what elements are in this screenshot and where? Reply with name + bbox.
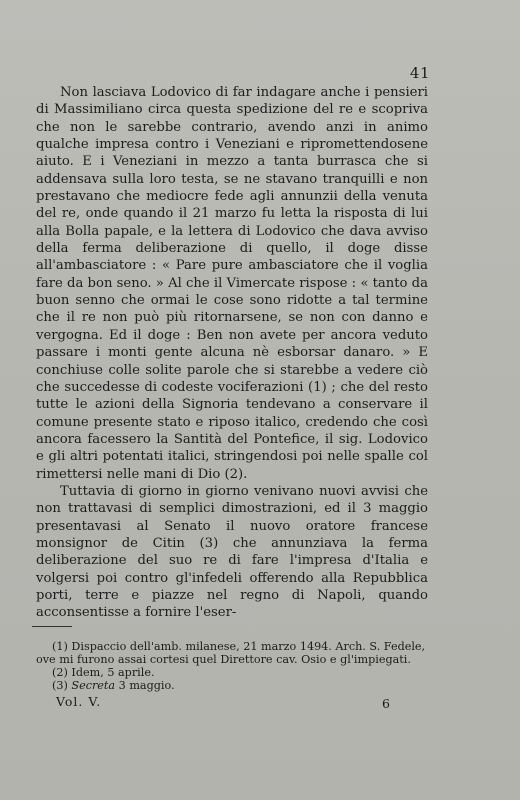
volume-label: Vol. V. xyxy=(56,694,102,709)
printer-signature xyxy=(56,694,390,709)
footnote-2: (2) Idem, 5 aprile. xyxy=(52,666,155,679)
footnote-1-line-2: ove mi furono assai cortesi quel Direttore cav. Osio e gl'impiegati. xyxy=(36,653,411,666)
footnote-3-source: Secreta xyxy=(71,679,116,692)
paragraph-2: Tuttavia di giorno in giorno venivano nuovi avvisi che non trattavasi di semplici dimostrazioni, ed il 3 maggio presentavasi al Senato il nuovo oratore francese monsignor de Citin (3) che annunziava la ferma deliberazione del suo re di fare l'impresa d'Italia e volgersi poi contro gl'infedeli offerendo alla Repubblica porti, terre e piazze nel regno di Napoli, quando acconsentisse a fornire l'eser- xyxy=(36,483,428,621)
page-number: 41 xyxy=(409,64,430,82)
footnote-separator xyxy=(32,626,72,627)
paragraph-1: Non lasciava Lodovico di far indagare anche i pensieri di Massimiliano circa questa spedizione del re e scopriva che non le sarebbe contrario, avendo anzi in animo qualche impresa contro i Veneziani e ripromettendosene aiuto. E i Veneziani in mezzo a tanta burrasca che si addensava sulla loro testa, se ne stavano tranquilli e non prestavano che mediocre fede agli annunzii della venuta del re, onde quando il 21 marzo fu letta la risposta di lui alla Bolla papale, e la lettera di Lodovico che dava avviso della ferma deliberazione di quello, il doge disse all'ambasciatore : « Pare pure ambasciatore che il voglia fare da bon seno. » Al che il Vimercate rispose : « tanto da buon senno che ormai le cose sono ridotte a tal termine che il re non può più ritornarsene, se non con danno e vergogna. Ed il doge : Ben non avete per ancora veduto passare i monti gente alcuna nè esborsar danaro. » E conchiuse colle solite parole che si starebbe a vedere ciò che succedesse di codeste vociferazioni (1) ; che del resto tutte le azioni della Signoria tendevano a conservare il comune presente stato e riposo italico, credendo che così ancora facessero la Santità del Pontefice, il sig. Lodovico e gli altri potentati italici, stringendosi poi nelle spalle col rimettersi nelle mani di Dio (2). xyxy=(36,85,428,482)
footnotes xyxy=(36,640,428,692)
footnote-3-date: 3 maggio. xyxy=(115,679,175,692)
footnote-3 xyxy=(36,679,428,692)
sheet-number: 6 xyxy=(382,696,390,711)
footnote-1-line-1: (1) Dispaccio dell'amb. milanese, 21 marzo 1494. Arch. S. Fedele, xyxy=(52,640,426,653)
main-text xyxy=(36,84,428,622)
footnote-3-number: (3) xyxy=(52,679,72,692)
